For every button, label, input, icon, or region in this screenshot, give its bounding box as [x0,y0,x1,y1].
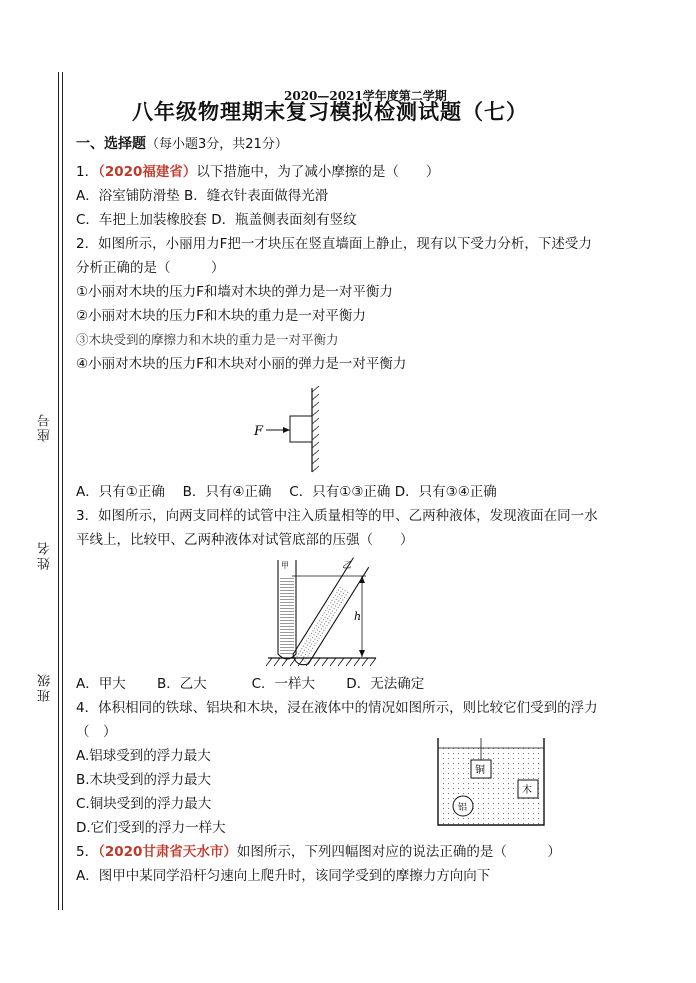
q1-options-ab: A．浴室铺防滑垫 B．缝衣针表面做得光滑 [76,188,329,204]
q3-test-tube-figure [262,556,382,672]
exam-title: 八年级物理期末复习模拟检测试题（七） [132,99,528,124]
section-title: 一、选择题 [76,136,146,152]
q5-text: 如图所示，下列四幅图对应的说法正确的是（ ） [236,844,561,860]
q3-label-yi: 乙 [342,561,352,571]
q4-option-c: C.铜块受到的浮力最大 [76,796,212,812]
q3-height-label: h [354,610,362,623]
q4-option-a: A.铝球受到的浮力最大 [76,748,211,764]
q2-wall-block-figure [252,386,332,474]
q5-stem [76,842,561,862]
q3-options: A．甲大 B．乙大 C．一样大 D．无法确定 [76,676,425,692]
q2-statement-1: ①小丽对木块的压力F和墙对木块的弹力是一对平衡力 [76,284,393,300]
q3-stem-line1: 3．如图所示，向两支同样的试管中注入质量相等的甲、乙两种液体，发现液面在同一水 [76,508,598,524]
q3-label-jia: 甲 [281,561,289,570]
q1-options-cd: C．车把上加装橡胶套 D．瓶盖侧表面刻有竖纹 [76,212,357,228]
q1-source: （2020福建省） [98,164,197,180]
q4-option-b: B.木块受到的浮力最大 [76,772,212,788]
q2-statement-2: ②小丽对木块的压力F和木块的重力是一对平衡力 [76,308,366,324]
q4-label-wood: 木 [522,785,532,796]
q2-stem-line1: 2．如图所示，小丽用力F把一才块压在竖直墙面上静止，现有以下受力分析，下述受力 [76,236,592,252]
section-note: （每小题3分，共21分） [146,137,288,152]
binding-line-right [62,72,63,910]
binding-line-left [58,72,59,910]
q1-number: 1． [76,164,99,180]
q2-statement-3: ③木块受到的摩擦力和木块的重力是一对平衡力 [76,332,339,347]
class-label: 班级 [38,672,53,702]
q4-buoyancy-figure [436,736,548,828]
q2-statement-4: ④小丽对木块的压力F和木块对小丽的弹力是一对平衡力 [76,356,407,372]
q4-label-copper: 铜 [475,765,485,776]
section-heading [76,134,288,155]
q5-number: 5． [76,844,99,860]
seat-number-label: 座号 [38,412,53,442]
q5-option-a: A．图甲中某同学沿杆匀速向上爬升时，该同学受到的摩擦力方向向下 [76,868,491,884]
q4-stem-line2: （ ） [76,724,117,740]
q4-option-d: D.它们受到的浮力一样大 [76,820,226,836]
name-label: 姓名 [38,540,53,570]
q5-source: （2020甘肃省天水市） [98,844,237,860]
q2-options: A．只有①正确 B．只有④正确 C．只有①③正确 D．只有③④正确 [76,484,497,500]
q2-stem-line2: 分析正确的是（ ） [76,260,225,276]
q1-stem [76,162,439,182]
q2-force-label: F [254,424,264,439]
q4-stem-line1: 4．体积相同的铁球、铝块和木块，浸在液体中的情况如图所示，则比较它们受到的浮力 [76,700,598,716]
school-year: 2020—2021学年度第二学期 [284,89,447,103]
q1-text: 以下措施中，为了减小摩擦的是（ ） [196,164,440,180]
q4-label-aluminum: 铝 [458,803,468,813]
q3-stem-line2: 平线上，比较甲、乙两种液体对试管底部的压强（ ） [76,532,414,548]
